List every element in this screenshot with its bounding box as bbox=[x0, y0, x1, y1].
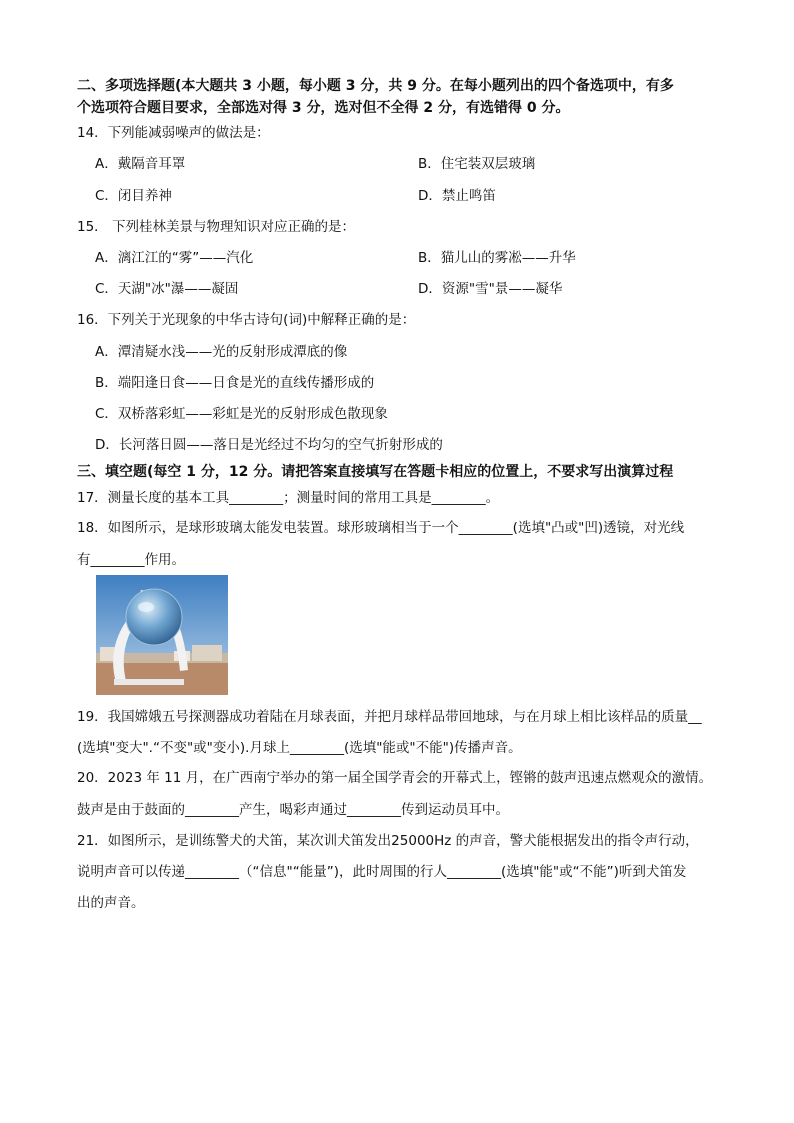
section2-header-line2: 个选项符合题目要求，全部选对得 3 分，选对但不全得 2 分，有选错得 0 分。 bbox=[77, 100, 570, 116]
q20-text-line2: 鼓声是由于鼓面的________产生，喝彩声通过________传到运动员耳中。 bbox=[77, 802, 509, 818]
q14-option-a: A．戴隔音耳罩 bbox=[95, 156, 186, 172]
q18-text-line2: 有________作用。 bbox=[77, 552, 185, 568]
q18-text-line1: 18．如图所示，是球形玻璃太能发电装置。球形玻璃相当于一个________(选填"凸或"凹)透镜，对光线 bbox=[77, 520, 685, 536]
q20-text-line1: 20．2023 年 11 月，在广西南宁举办的第一届全国学青会的开幕式上，铿锵的鼓声迅速点燃观众的激情。 bbox=[77, 770, 713, 786]
section3-header: 三、填空题(每空 1 分，12 分。请把答案直接填写在答题卡相应的位置上，不要求写出演算过程 bbox=[77, 464, 674, 480]
q16-option-d: D．长河落日圆——落日是光经过不均匀的空气折射形成的 bbox=[95, 437, 443, 453]
q17-text: 17．测量长度的基本工具________；测量时间的常用工具是________。 bbox=[77, 490, 500, 506]
q14-option-d: D．禁止鸣笛 bbox=[418, 188, 496, 204]
solar-sphere-photo bbox=[96, 575, 228, 695]
q19-text-line2: (选填"变大".“不变"或"变小).月球上________(选填"能或"不能")传播声音。 bbox=[77, 740, 522, 756]
q14-option-c: C．闭目养神 bbox=[95, 188, 172, 204]
q15-option-c: C．天湖"冰"瀑——凝固 bbox=[95, 281, 239, 297]
q15-option-d: D．资源"雪"景——凝华 bbox=[418, 281, 563, 297]
q21-text-line3: 出的声音。 bbox=[77, 895, 145, 911]
q21-text-line2: 说明声音可以传递________（“信息"“能量”)，此时周围的行人________(选填"能"或“不能”)听到犬笛发 bbox=[77, 864, 687, 880]
q16-option-a: A．潭清疑水浅——光的反射形成潭底的像 bbox=[95, 344, 348, 360]
q16-stem: 16．下列关于光现象的中华古诗句(词)中解释正确的是： bbox=[77, 312, 416, 328]
q16-option-b: B．端阳逢日食——日食是光的直线传播形成的 bbox=[95, 375, 375, 391]
q21-text-line1: 21．如图所示，是训练警犬的犬笛，某次训犬笛发出25000Hz 的声音，警犬能根据发出的指令声行动， bbox=[77, 833, 699, 849]
q19-text-line1: 19．我国嫦娥五号探测器成功着陆在月球表面，并把月球样品带回地球，与在月球上相比该样品的质量__ bbox=[77, 709, 702, 725]
section2-header-line1: 二、多项选择题(本大题共 3 小题，每小题 3 分，共 9 分。在每小题列出的四个备选项中，有多 bbox=[77, 78, 674, 94]
q14-stem: 14．下列能减弱噪声的做法是： bbox=[77, 125, 270, 141]
q15-option-b: B．猫儿山的雾凇——升华 bbox=[418, 250, 576, 266]
q15-option-a: A．漓江江的“雾”——汽化 bbox=[95, 250, 254, 266]
q15-stem: 15． 下列桂林美景与物理知识对应正确的是： bbox=[77, 219, 355, 235]
q16-option-c: C．双桥落彩虹——彩虹是光的反射形成色散现象 bbox=[95, 406, 388, 422]
q14-option-b: B．住宅装双层玻璃 bbox=[418, 156, 536, 172]
